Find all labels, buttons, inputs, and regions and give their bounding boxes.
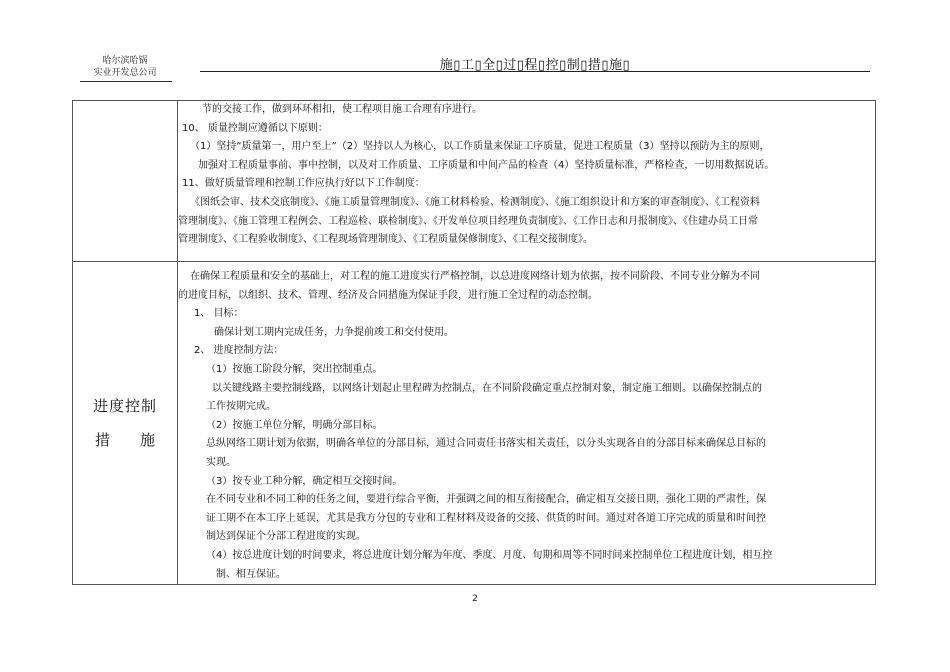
row-content-cell [178,101,876,262]
paragraph-line: 的进度目标，以组织、技术、管理、经济及合同措施为保证手段，进行施工全过程的动态控制。 [178,289,598,301]
row-label-char2: 施 [140,431,156,450]
document-title: 施▯工▯全▯过▯程▯控▯制▯措▯施▯ [439,58,631,73]
paragraph-line: （2）按施工单位分解，明确分部目标。 [206,419,383,431]
paragraph-line: （1）按施工阶段分解，突出控制重点。 [206,363,383,375]
company-name-line1: 哈尔滨哈锅 [102,56,148,66]
row-label-cell [73,262,178,585]
paragraph-line: （1）坚持“质量第一，用户至上”（2）坚持以人为核心，以工作质量来保证工序质量，促进工程质量（3）坚持以预防为主的原则， [190,141,770,153]
row-label-line1: 进度控制 [92,397,157,416]
paragraph-line: 制达到保证个分部工程进度的实现。 [206,531,366,543]
page-number: 2 [472,594,478,604]
paragraph-line: 确保计划工期内完成任务，力争提前竣工和交付使用。 [214,326,454,338]
paragraph-line: 在确保工程质量和安全的基础上，对工程的施工进度实行严格控制，以总进度网络计划为依据，按不同阶段、不同专业分解为不同 [190,271,760,282]
table-row [73,262,876,585]
paragraph-line: 《图纸会审、技术交底制度》、《施工质量管理制度》、《施工材料检验、检测制度》、《施工组织设计和方案的审查制度》、《工程资料 [190,196,760,208]
paragraph-line: （4）按总进度计划的时间要求，将总进度计划分解为年度、季度、月度、旬期和周等不同时间来控制单位工程进度计划，相互控 [206,549,773,561]
paragraph-line: 在不同专业和不同工种的任务之间，要进行综合平衡，并强调之间的相互衔接配合，确定相互交接日期，强化工期的严肃性，保 [206,494,766,506]
table-row [73,101,876,262]
paragraph-line: 1、 目标： [194,308,244,320]
paragraph-line: 管理制度》、《工程验收制度》、《工程现场管理制度》、《工程质量保修制度》、《工程交接制度》。 [178,234,593,246]
paragraph-line: 总纵网络工期计划为依据，明确各单位的分部目标，通过合同责任书落实相关责任，以分头实现各自的分部目标来确保总目标的 [206,438,766,450]
paragraph-line: 加强对工程质量事前、事中控制，以及对工作质量、工序质量和中间产品的检查（4）坚持质量标准，严格检查，一切用数据说话。 [198,159,775,171]
row-label-char1: 措 [94,431,110,450]
row-label-line2 [73,430,177,450]
company-underline [80,81,172,82]
paragraph-line: 实现。 [206,456,236,468]
row-label-cell [73,101,178,262]
paragraph-line: 证工期不在本工序上延误，尤其是我方分包的专业和工程材料及设备的交接、供货的时间。通过对各道工序完成的质量和时间控 [206,512,766,524]
paragraph-line: 10、 质量控制应遵循以下原则： [182,122,328,134]
paragraph-line: 制、相互保证。 [216,568,286,580]
row-content-cell [178,262,876,585]
paragraph-line: 管理制度》、《施工管理工程例会、工程巡检、联检制度》、《开发单位项目经理负责制度》、《工作日志和月报制度》、《住建办员工日常 [178,215,758,227]
content-table [72,100,876,585]
paragraph-line: （3）按专业工种分解，确定相互交接时间。 [206,475,403,487]
header-rule [200,71,870,72]
paragraph-line: 节的交接工作，做到环环相扣，使工程项目施工合理有序进行。 [202,104,482,115]
paragraph-line: 11、做好质量管理和控制工作应执行好以下工作制度： [182,178,425,190]
company-name-line2: 实业开发总公司 [93,68,157,78]
paragraph-line: 以关键线路主要控制线路，以网络计划起止里程碑为控制点，在不同阶段确定重点控制对象，制定施工细则。以确保控制点的 [212,382,762,394]
paragraph-line: 工作按期完成。 [206,401,276,413]
paragraph-line: 2、 进度控制方法： [194,345,284,357]
